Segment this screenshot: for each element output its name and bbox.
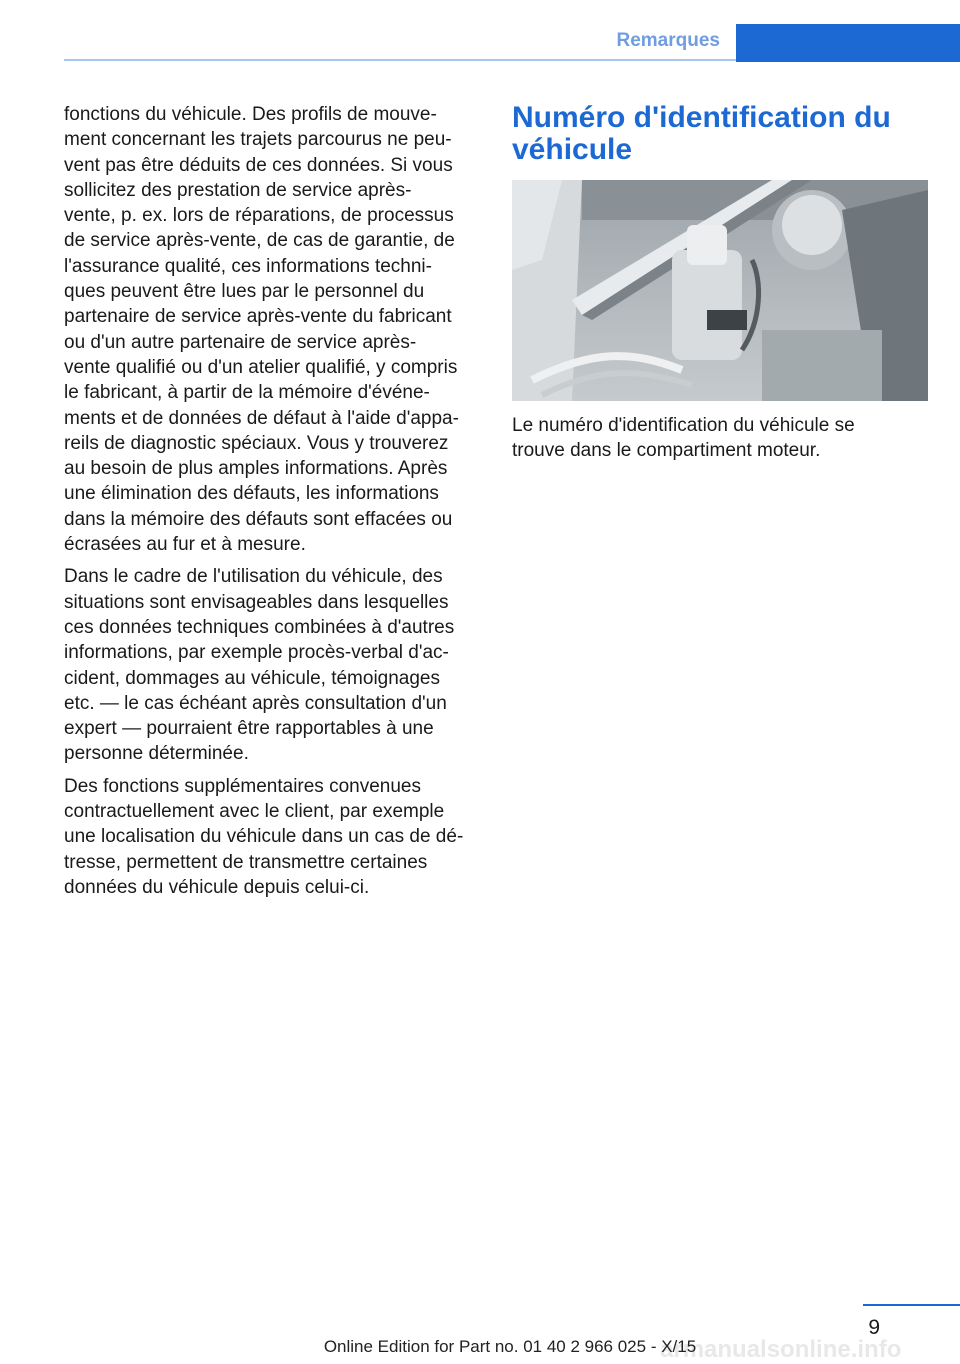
- paragraph: Dans le cadre de l'utilisation du véhicule, des situations sont envisageables dans lesquelles ces données techniques combinées à d'autres informations, par exemple procès-verbal d'ac- cident, dommages au véhicule, témoignages etc. — le cas échéant après consultation d'un expert — pourraient être rapportables à une personne déterminée.: [64, 566, 455, 765]
- right-column: [512, 101, 928, 462]
- section-heading: Numéro d'identification du véhicule: [512, 101, 891, 166]
- header-accent-tab: [736, 24, 960, 62]
- page-number: 9: [868, 1316, 880, 1339]
- watermark: armanualsonline.info: [660, 1336, 902, 1363]
- engine-compartment-image: [512, 180, 928, 401]
- footer-rule: [863, 1304, 960, 1306]
- running-header-title: Remarques: [616, 30, 720, 51]
- left-column: [64, 102, 480, 907]
- paragraph: fonctions du véhicule. Des profils de mouve- ment concernant les trajets parcourus ne peu- vent pas être déduits de ces données. Si vous sollicitez des prestation de service après- vente, p. ex. lors de réparations, de processus de service après-vente, de cas de garantie, de l'assurance qualité, ces informations techni- ques peuvent être lues par le personnel du partenaire de service après-vente du fabricant ou d'un autre partenaire de service après- vente qualifié ou d'un atelier qualifié, y compris le fabricant, à partir de la mémoire d'événe- ments et de données de défaut à l'aide d'appa- reils de diagnostic spéciaux. Vous y trouverez au besoin de plus amples informations. Après une élimination des défauts, les informations dans la mémoire des défauts sont effacées ou écrasées au fur et à mesure.: [64, 104, 459, 556]
- paragraph: Des fonctions supplémentaires convenues contractuellement avec le client, par exemple une localisation du véhicule dans un cas de dé- tresse, permettent de transmettre certaines données du véhicule depuis celui-ci.: [64, 775, 464, 898]
- engine-illustration: [512, 180, 928, 401]
- paragraph: Le numéro d'identification du véhicule se trouve dans le compartiment moteur.: [512, 415, 855, 462]
- edition-footer: Online Edition for Part no. 01 40 2 966 025 - X/15: [323, 1337, 697, 1356]
- header-rule: [64, 59, 736, 61]
